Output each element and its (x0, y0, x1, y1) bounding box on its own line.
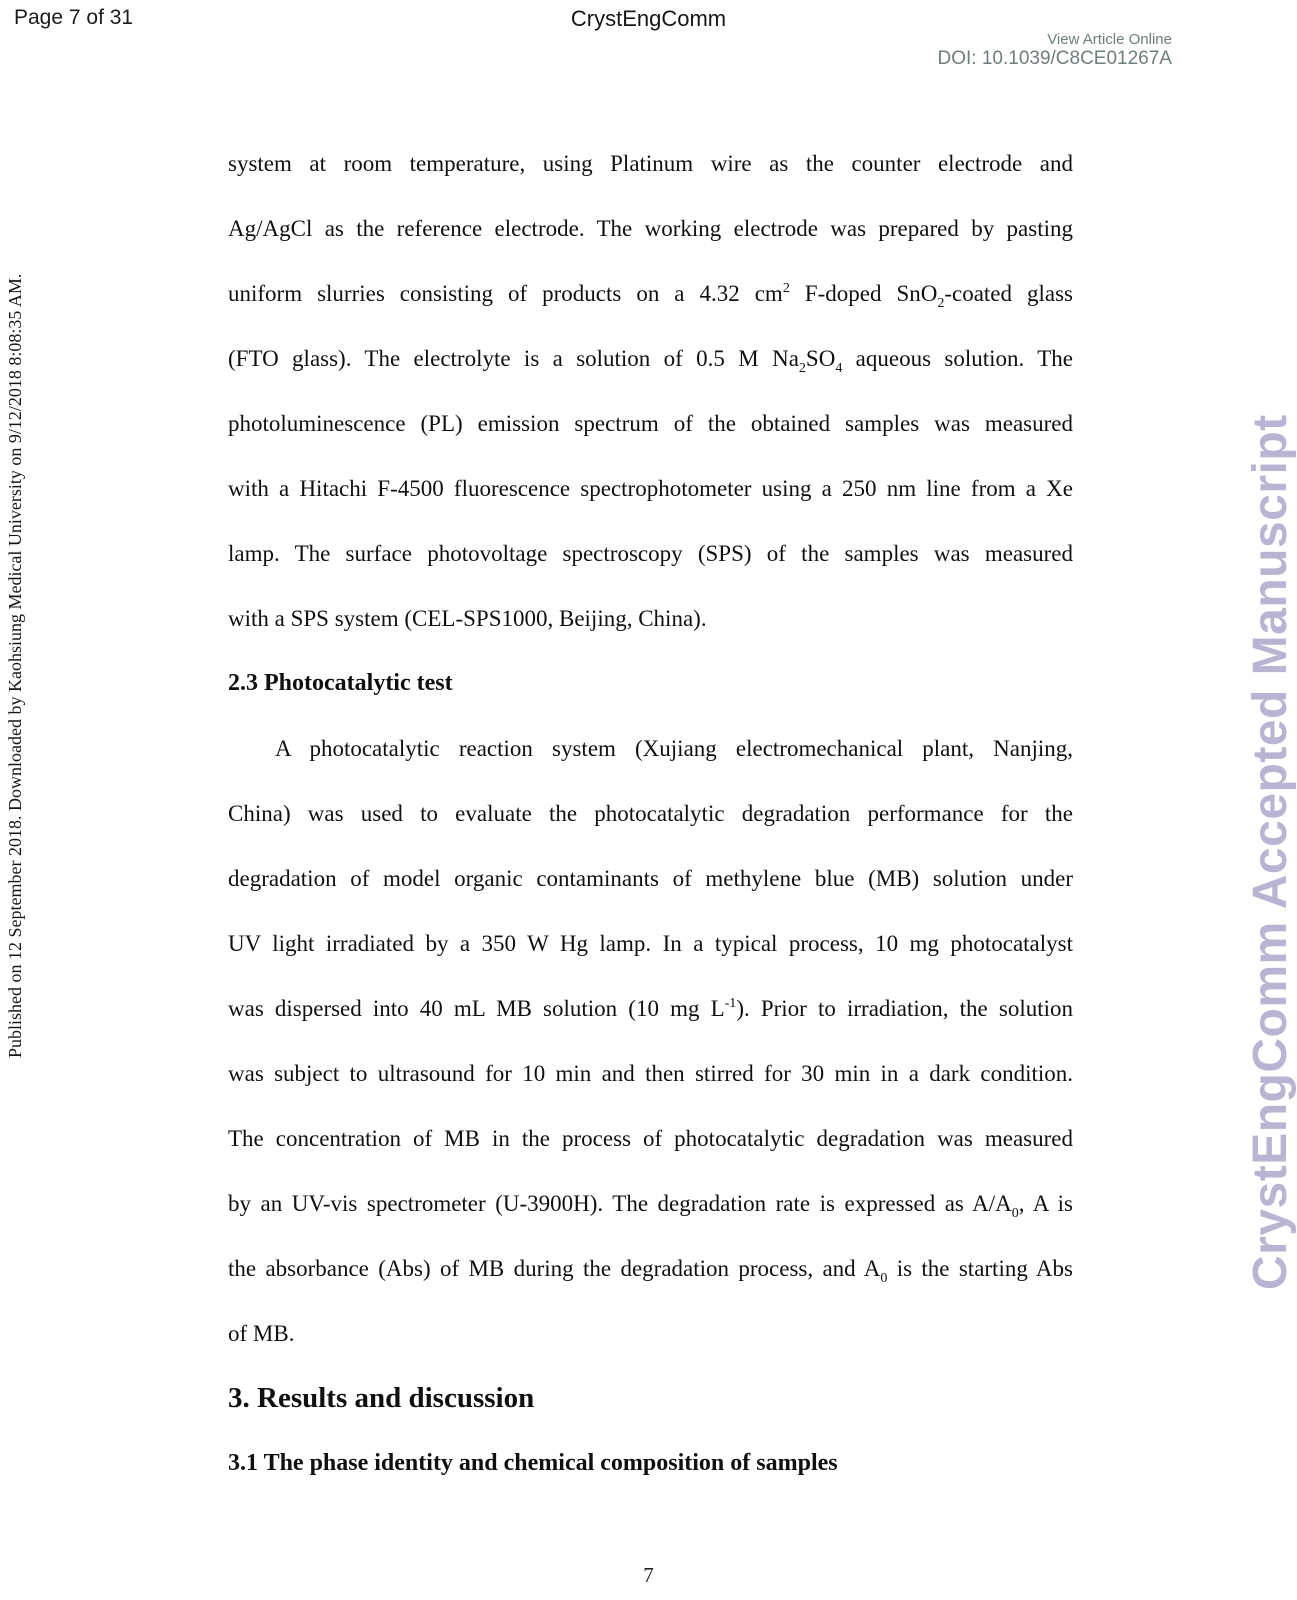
body-line (228, 586, 1073, 651)
text-run: ). Prior to irradiation, the solution (736, 996, 1073, 1021)
text-sub: 0 (1011, 1206, 1019, 1221)
text-run: SO (805, 346, 836, 371)
text-run: was subject to ultrasound for 10 min and then stirred for 30 min in a dark condition. (228, 1061, 1073, 1086)
text-sup: 2 (782, 281, 790, 296)
text-run: China) was used to evaluate the photocatalytic degradation performance for the (228, 801, 1073, 826)
text-sub: 2 (937, 296, 945, 311)
view-article-online-link[interactable]: View Article Online (1047, 31, 1172, 48)
article-link-block (938, 31, 1173, 70)
text-run: lamp. The surface photovoltage spectroscopy (SPS) of the samples was measured (228, 541, 1073, 566)
body-line (228, 976, 1073, 1041)
section-heading (228, 651, 1073, 716)
body-line (228, 456, 1073, 521)
page-number: 7 (643, 1563, 654, 1587)
text-run: The concentration of MB in the process of photocatalytic degradation was measured (228, 1126, 1073, 1151)
text-run: 3. Results and discussion (228, 1382, 535, 1414)
body-line (228, 911, 1073, 976)
page-indicator: Page 7 of 31 (14, 6, 134, 29)
publication-info-sidebar: Published on 12 September 2018. Downloaded by Kaohsiung Medical University on 9/12/2018 8:08:35 AM. (5, 273, 25, 1058)
text-run: degradation of model organic contaminants of methylene blue (MB) solution under (228, 866, 1073, 891)
body-line (228, 1041, 1073, 1106)
text-run: was dispersed into 40 mL MB solution (10 mg L (228, 996, 725, 1021)
accepted-manuscript-watermark: CrystEngComm Accepted Manuscript (1244, 414, 1297, 1290)
text-run: system at room temperature, using Platinum wire as the counter electrode and (228, 151, 1073, 176)
text-run: -coated glass (944, 281, 1073, 306)
text-run: , A is (1018, 1191, 1073, 1216)
text-sup: -1 (724, 996, 737, 1011)
text-run: 3.1 The phase identity and chemical composition of samples (228, 1450, 838, 1476)
text-run: (FTO glass). The electrolyte is a solution of 0.5 M Na (228, 346, 799, 371)
body-line (228, 196, 1073, 261)
text-run: F-doped SnO (789, 281, 938, 306)
text-run: with a SPS system (CEL-SPS1000, Beijing, China). (228, 606, 707, 631)
body-line (228, 1171, 1073, 1236)
text-run: uniform slurries consisting of products on a 4.32 cm (228, 281, 783, 306)
body-line (228, 1106, 1073, 1171)
text-run: the absorbance (Abs) of MB during the degradation process, and A (228, 1256, 881, 1281)
text-sub: 0 (880, 1271, 888, 1286)
body-line (228, 1236, 1073, 1301)
body-line (228, 391, 1073, 456)
body-text (228, 131, 1073, 1496)
body-line (228, 1301, 1073, 1366)
doi-link[interactable]: DOI: 10.1039/C8CE01267A (937, 48, 1172, 70)
body-line (228, 261, 1073, 326)
text-sub: 2 (798, 361, 806, 376)
body-line (228, 521, 1073, 586)
text-sub: 4 (835, 361, 843, 376)
text-run: of MB. (228, 1321, 295, 1346)
section-heading (228, 1366, 1073, 1431)
text-run: A photocatalytic reaction system (Xujiang electromechanical plant, Nanjing, (275, 736, 1073, 761)
text-run: UV light irradiated by a 350 W Hg lamp. In a typical process, 10 mg photocatalyst (228, 931, 1073, 956)
text-run: 2.3 Photocatalytic test (228, 670, 453, 696)
section-heading (228, 1431, 1073, 1496)
body-line (228, 846, 1073, 911)
text-run: Ag/AgCl as the reference electrode. The working electrode was prepared by pasting (228, 216, 1073, 241)
body-line (228, 326, 1073, 391)
text-run: photoluminescence (PL) emission spectrum of the obtained samples was measured (228, 411, 1073, 436)
body-line (228, 781, 1073, 846)
body-line (228, 716, 1073, 781)
journal-title: CrystEngComm (570, 6, 727, 31)
text-run: aqueous solution. The (842, 346, 1073, 371)
text-run: is the starting Abs (887, 1256, 1073, 1281)
body-line (228, 131, 1073, 196)
text-run: with a Hitachi F-4500 fluorescence spectrophotometer using a 250 nm line from a Xe (228, 476, 1073, 501)
text-run: by an UV-vis spectrometer (U-3900H). The degradation rate is expressed as A/A (228, 1191, 1012, 1216)
